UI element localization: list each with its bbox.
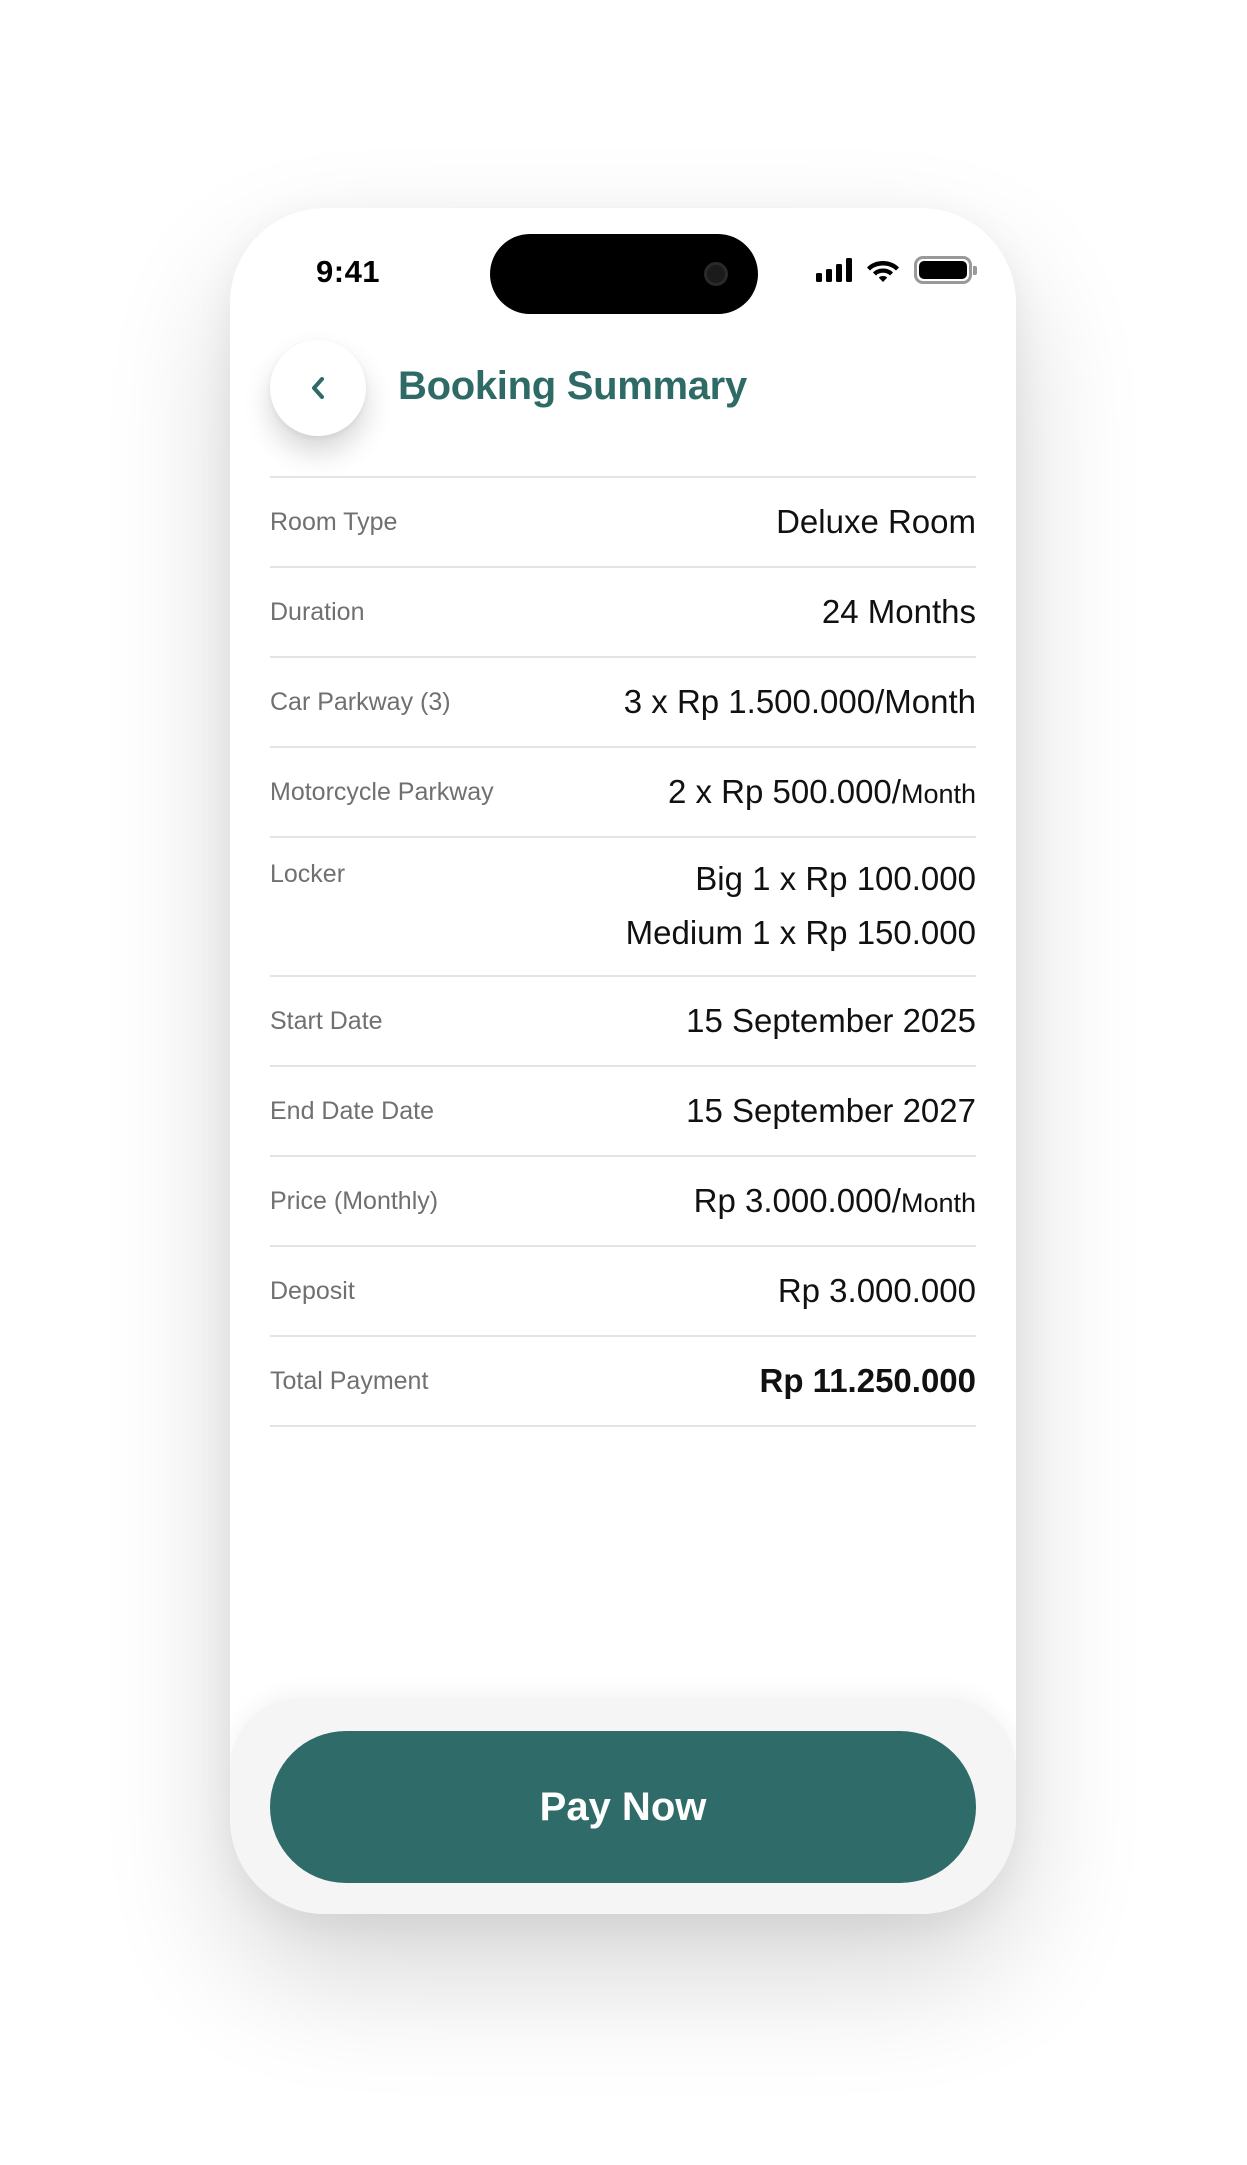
wifi-icon (866, 257, 900, 283)
row-label: Locker (270, 860, 346, 888)
status-time: 9:41 (316, 254, 381, 289)
summary-row-room-type (270, 478, 976, 568)
value-unit: Month (900, 1188, 976, 1218)
summary-row-locker (270, 838, 976, 977)
summary-row-total-payment (270, 1337, 976, 1427)
phone-frame (230, 208, 1016, 1914)
row-value: Deluxe Room (776, 503, 976, 540)
row-label: Motorcycle Parkway (270, 777, 494, 806)
camera-icon (704, 262, 728, 286)
row-label: Car Parkway (3) (270, 687, 451, 716)
locker-value-big: Big 1 x Rp 100.000 (695, 860, 976, 897)
row-value: Rp 3.000.000 (777, 1272, 976, 1309)
summary-row-deposit (270, 1247, 976, 1337)
page-title: Booking Summary (398, 364, 747, 408)
row-label: Start Date (270, 1006, 383, 1035)
row-label: Deposit (270, 1276, 355, 1305)
row-value (694, 1182, 976, 1220)
total-payment-value: Rp 11.250.000 (759, 1362, 976, 1399)
row-label: Duration (270, 597, 365, 626)
row-value: 15 September 2027 (686, 1092, 976, 1129)
summary-row-start-date (270, 977, 976, 1067)
locker-values (626, 860, 976, 952)
summary-row-end-date (270, 1067, 976, 1157)
booking-summary-list (270, 476, 976, 1427)
row-value: 3 x Rp 1.500.000/Month (623, 683, 976, 720)
summary-row-car-parkway (270, 658, 976, 748)
summary-row-price-monthly (270, 1157, 976, 1247)
row-value: 24 Months (821, 593, 976, 630)
battery-icon (914, 256, 972, 284)
pay-now-button[interactable]: Pay Now (270, 1731, 976, 1883)
locker-value-medium: Medium 1 x Rp 150.000 (625, 914, 976, 951)
row-label: End Date Date (270, 1096, 434, 1125)
summary-row-duration (270, 568, 976, 658)
dynamic-island (490, 234, 758, 314)
status-icons (816, 256, 972, 284)
back-button[interactable] (270, 340, 366, 436)
cellular-signal-icon (816, 258, 852, 282)
row-value: 15 September 2025 (686, 1002, 976, 1039)
row-value (668, 773, 976, 811)
value-amount: 2 x Rp 500.000/ (667, 773, 901, 810)
summary-row-motorcycle-parkway (270, 748, 976, 838)
row-label: Price (Monthly) (270, 1186, 439, 1215)
row-label: Room Type (270, 507, 398, 536)
row-label: Total Payment (270, 1366, 429, 1395)
value-unit: Month (900, 779, 976, 809)
value-amount: Rp 3.000.000/ (693, 1182, 901, 1219)
chevron-left-icon (307, 374, 329, 402)
